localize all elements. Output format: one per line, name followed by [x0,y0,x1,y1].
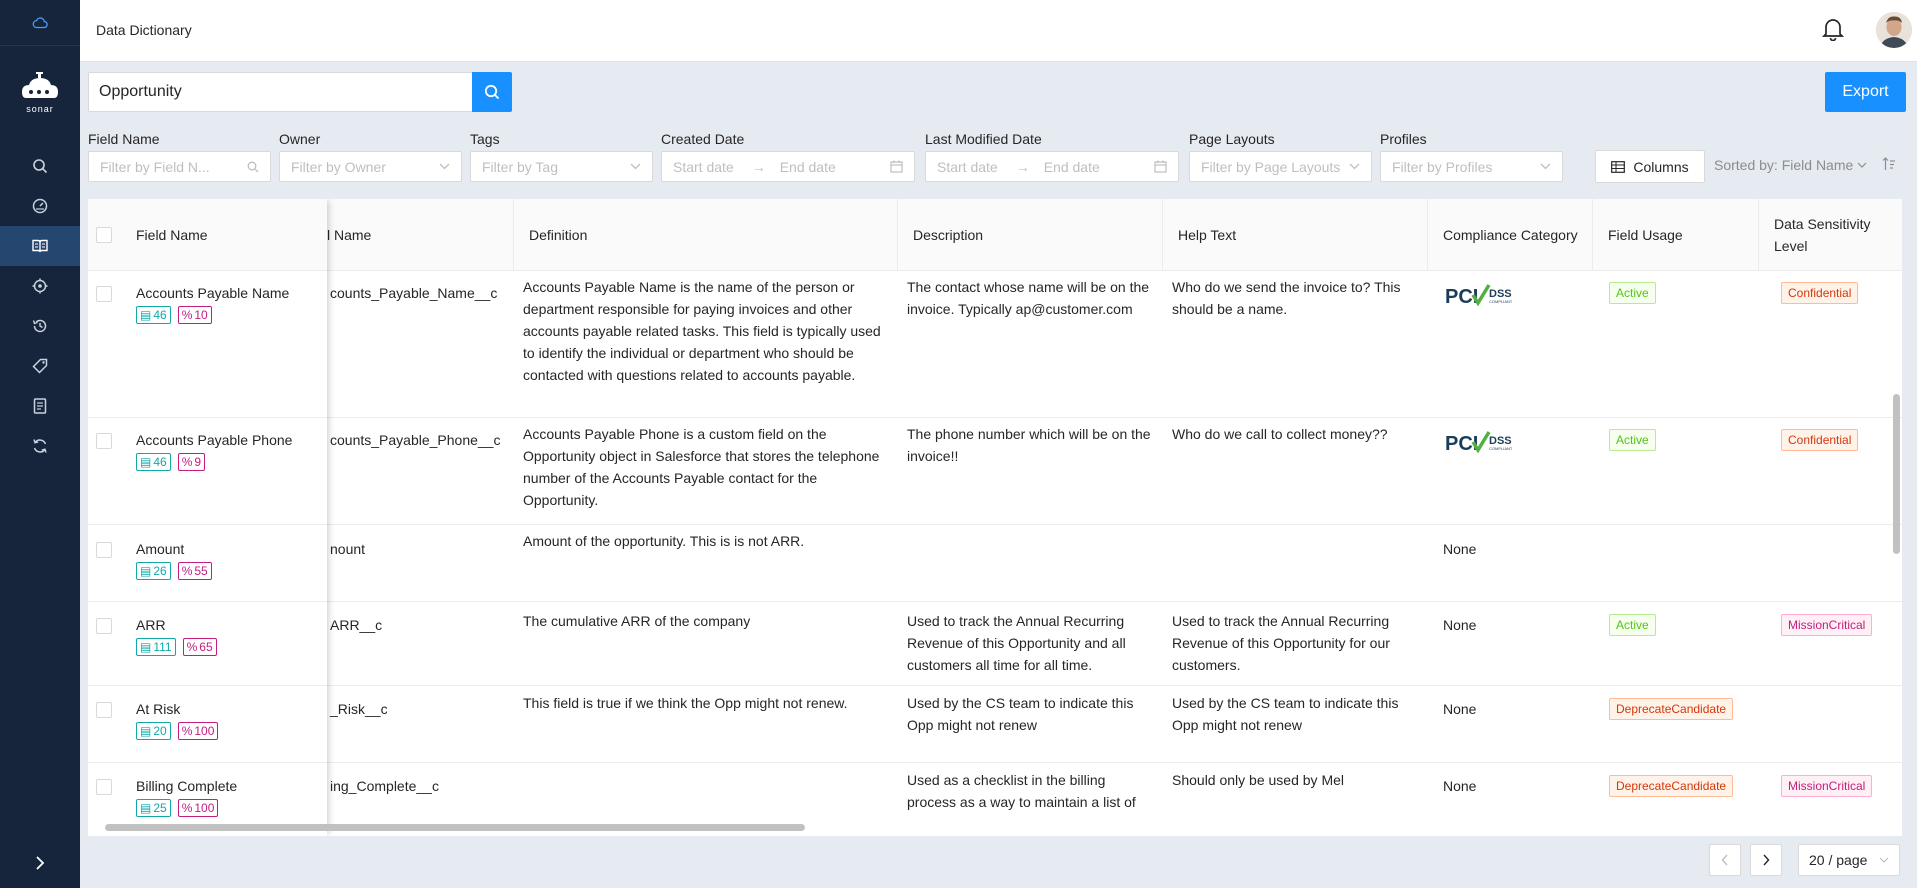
expand-sidebar-button[interactable] [0,848,80,878]
modified-end-date: End date [1043,158,1100,175]
layout-icon: ▤ [140,724,152,738]
layout-count-badge: ▤ 46 [136,453,171,471]
columns-label: Columns [1633,158,1689,175]
field-name-filter-label: Field Name [88,131,160,147]
svg-text:DSS: DSS [1489,288,1512,300]
pci-dss-logo [1445,428,1515,459]
field-usage-tag: DeprecateCandidate [1609,698,1733,720]
chevron-down-icon [1540,163,1551,170]
table-row[interactable] [88,271,327,418]
sort-direction-button[interactable] [1882,157,1896,174]
page-layouts-filter[interactable] [1189,151,1372,182]
search-input[interactable] [88,72,472,112]
profiles-filter[interactable] [1380,151,1563,182]
calendar-icon [890,160,903,173]
row-checkbox[interactable] [96,618,112,634]
percent-icon: % [181,564,193,578]
usage-percent-badge: % 100 [178,799,219,817]
field-name-cell[interactable]: Amount [136,541,185,557]
horizontal-scrollbar[interactable] [105,824,805,831]
chevron-down-icon [1857,162,1867,168]
column-header-help-text[interactable]: Help Text [1162,199,1427,271]
definition-cell: Amount of the opportunity. This is is not ARR. [523,533,805,549]
notification-button[interactable] [1822,17,1844,44]
api-name-cell: counts_Payable_Name__c [330,285,498,301]
owner-filter-label: Owner [279,131,321,147]
field-name-cell[interactable]: Accounts Payable Phone [136,432,293,448]
field-usage-tag: DeprecateCandidate [1609,775,1733,797]
sidebar-item-history[interactable] [0,306,80,346]
help-text-cell: Who do we call to collect money?? [1172,426,1388,442]
chevron-down-icon [1349,163,1360,170]
percent-icon: % [181,724,193,738]
search-icon [247,161,259,173]
row-checkbox[interactable] [96,286,112,302]
sensitivity-tag: MissionCritical [1781,775,1872,797]
chevron-down-icon [1879,857,1889,863]
api-name-cell: nount [330,541,366,557]
compliance-cell: None [1443,541,1477,557]
modified-date-filter[interactable] [925,151,1179,182]
usage-percent-badge: % 65 [183,638,217,656]
column-header-sensitivity[interactable]: Data Sensitivity Level [1758,199,1902,271]
profiles-filter-placeholder: Filter by Profiles [1392,158,1493,175]
table-row[interactable] [88,525,327,602]
column-header-description[interactable]: Description [897,199,1162,271]
row-checkbox[interactable] [96,542,112,558]
percent-icon: % [181,308,193,322]
field-usage-tag: Active [1609,282,1656,304]
svg-text:COMPLIANT: COMPLIANT [1489,299,1513,304]
sidebar [0,0,80,888]
sync-icon [32,438,48,454]
column-header-definition[interactable]: Definition [513,199,897,271]
table-row[interactable] [88,418,327,525]
page-layouts-filter-placeholder: Filter by Page Layouts [1201,158,1341,175]
svg-text:PCI: PCI [1445,286,1479,308]
api-name-cell: ing_Complete__c [330,778,439,794]
field-usage-tag: Active [1609,429,1656,451]
avatar[interactable] [1876,12,1912,48]
calendar-icon [1154,160,1167,173]
definition-cell: Accounts Payable Name is the name of the person or department responsible for paying invoices and other accounts payable related tasks. This field is typically used to identify the individual or department who should be contacted with questions related to accounts payable. [523,279,881,383]
sidebar-item-search[interactable] [0,146,80,186]
logo-text: sonar [26,104,54,114]
table-row[interactable] [88,271,1902,418]
help-text-cell: Who do we send the invoice to? This should be a name. [1172,279,1401,317]
description-cell: Used to track the Annual Recurring Revenue of this Opportunity and all customers all time for all time. [907,613,1126,673]
row-checkbox[interactable] [96,702,112,718]
table-row[interactable] [88,686,327,763]
svg-text:PCI: PCI [1445,433,1479,455]
modified-start-date: Start date [937,158,998,175]
arrow-right-icon: → [751,158,766,175]
help-text-cell: Used by the CS team to indicate this Opp might not renew [1172,695,1399,733]
field-name-filter-placeholder: Filter by Field N... [100,158,210,175]
svg-text:DSS: DSS [1489,435,1512,447]
owner-filter-placeholder: Filter by Owner [291,158,386,175]
help-text-cell: Should only be used by Mel [1172,772,1344,788]
dashboard-icon [32,198,48,214]
field-name-cell[interactable]: At Risk [136,701,181,717]
usage-percent-badge: % 9 [178,453,205,471]
tags-filter-placeholder: Filter by Tag [482,158,558,175]
description-cell: Used by the CS team to indicate this Opp might not renew [907,695,1134,733]
usage-percent-badge: % 100 [178,722,219,740]
percent-icon: % [181,801,193,815]
header [80,0,1917,62]
layout-icon: ▤ [140,308,152,322]
table-row[interactable] [88,686,1902,763]
data-table [88,199,1902,836]
definition-cell: This field is true if we think the Opp might not renew. [523,695,848,711]
target-icon [32,278,48,294]
description-cell: Used as a checklist in the billing process as a way to maintain a list of [907,772,1136,810]
tags-filter-label: Tags [470,131,500,147]
pci-dss-logo [1445,281,1515,312]
sonar-logo[interactable] [0,72,80,114]
modified-date-filter-label: Last Modified Date [925,131,1042,147]
created-date-filter-label: Created Date [661,131,745,147]
chevron-right-icon [35,856,45,870]
created-date-filter[interactable] [661,151,915,182]
previous-page-button[interactable] [1709,844,1741,876]
api-name-cell: counts_Payable_Phone__c [330,432,501,448]
description-cell: The contact whose name will be on the invoice. Typically ap@customer.com [907,279,1150,317]
percent-icon: % [186,640,198,654]
page-size-select[interactable] [1798,844,1900,876]
created-start-date: Start date [673,158,734,175]
fixed-header [88,199,327,271]
chevron-left-icon [1721,854,1729,866]
cloud-icon[interactable] [0,0,80,46]
sensitivity-tag: Confidential [1781,429,1858,451]
book-icon [32,239,48,253]
column-header-field-name[interactable]: Field Name [136,227,208,243]
compliance-cell: None [1443,778,1477,794]
layout-icon: ▤ [140,640,152,654]
chevron-down-icon [439,163,450,170]
tag-icon [32,358,48,374]
search-button[interactable] [472,72,512,112]
api-name-cell: ARR__c [330,617,383,633]
fixed-field-name-column [88,199,327,836]
arrow-right-icon: → [1015,158,1030,175]
table-header [88,199,1902,271]
export-button[interactable]: Export [1825,72,1906,112]
sorted-by-label: Sorted by: Field Name [1714,157,1854,173]
layout-icon: ▤ [140,801,152,815]
layout-icon: ▤ [140,564,152,578]
svg-text:COMPLIANT: COMPLIANT [1489,446,1513,451]
column-header-field-usage[interactable]: Field Usage [1592,199,1758,271]
sensitivity-tag: Confidential [1781,282,1858,304]
chevron-right-icon [1762,854,1770,866]
compliance-cell: None [1443,701,1477,717]
table-row[interactable] [88,525,1902,602]
usage-percent-badge: % 55 [178,562,212,580]
document-icon [33,398,47,414]
field-name-filter[interactable] [88,151,271,182]
field-name-cell[interactable]: Accounts Payable Name [136,285,290,301]
row-checkbox[interactable] [96,779,112,795]
help-text-cell: Used to track the Annual Recurring Revenue of this Opportunity for our customers. [1172,613,1390,673]
profiles-filter-label: Profiles [1380,131,1427,147]
owner-filter[interactable] [279,151,462,182]
next-page-button[interactable] [1750,844,1782,876]
layout-count-badge: ▤ 25 [136,799,171,817]
sidebar-item-target[interactable] [0,266,80,306]
page-layouts-filter-label: Page Layouts [1189,131,1275,147]
table-row[interactable] [88,602,327,686]
definition-cell: Accounts Payable Phone is a custom field on the Opportunity object in Salesforce that stores the telephone number of the Accounts Payable contact for the Opportunity. [523,426,880,508]
layout-count-badge: ▤ 111 [136,638,176,656]
search-icon [484,84,500,100]
created-end-date: End date [779,158,836,175]
sidebar-item-sync[interactable] [0,426,80,466]
description-cell: The phone number which will be on the invoice!! [907,426,1151,464]
field-name-cell[interactable]: Billing Complete [136,778,238,794]
api-name-cell: _Risk__c [330,701,388,717]
columns-button[interactable] [1595,150,1705,183]
definition-cell: The cumulative ARR of the company [523,613,751,629]
sort-ascending-icon [1882,157,1896,171]
tags-filter[interactable] [470,151,653,182]
sidebar-item-tags[interactable] [0,346,80,386]
layout-count-badge: ▤ 26 [136,562,171,580]
history-icon [32,318,48,334]
field-usage-tag: Active [1609,614,1656,636]
percent-icon: % [181,455,193,469]
layout-icon: ▤ [140,455,152,469]
usage-percent-badge: % 10 [178,306,212,324]
field-name-cell[interactable]: ARR [136,617,166,633]
sensitivity-tag: MissionCritical [1781,614,1872,636]
compliance-cell: None [1443,617,1477,633]
table-row[interactable] [88,418,1902,525]
chevron-down-icon [630,163,641,170]
layout-count-badge: ▤ 20 [136,722,171,740]
select-all-checkbox[interactable] [96,227,112,243]
vertical-scrollbar[interactable] [1893,394,1900,554]
table-icon [1611,161,1625,173]
row-checkbox[interactable] [96,433,112,449]
page-size-value: 20 / page [1809,852,1868,868]
column-header-compliance[interactable]: Compliance Category [1427,199,1592,271]
page-title: Data Dictionary [96,22,192,38]
sidebar-item-documents[interactable] [0,386,80,426]
sidebar-item-dashboard[interactable] [0,186,80,226]
table-row[interactable] [88,602,1902,686]
sidebar-item-dictionary[interactable] [0,226,80,266]
layout-count-badge: ▤ 46 [136,306,171,324]
sort-select[interactable] [1714,157,1867,173]
column-header-api-name[interactable]: l Name [327,227,372,243]
search-icon [32,158,48,174]
bell-icon [1822,17,1844,41]
